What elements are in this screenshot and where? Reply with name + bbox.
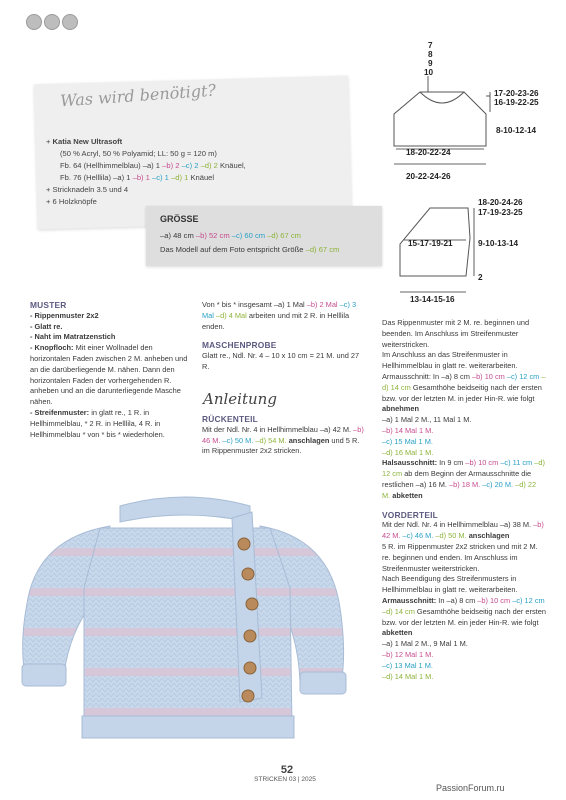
varm-d: –d) 14 Mal 1 M. — [382, 671, 434, 681]
stack-label-2: 8 — [428, 50, 433, 59]
sweater-photo — [0, 478, 370, 768]
watermark: PassionForum.ru — [436, 783, 505, 793]
muster-section — [30, 300, 192, 440]
wooden-button — [244, 630, 256, 642]
armausschnitt-back: Armausschnitt: In –a) 8 cm –b) 10 cm –c) 12 cm –d) 14 cm Gesamthöhe beidseitig nach der ersten bzw. vor der letzten M. in jeder Hin-R. wie folgt abnehmen — [382, 371, 546, 414]
yarn-name: Katia New Ultrasoft — [52, 137, 123, 146]
size-model-note: Das Modell auf dem Foto entspricht Größe –d) 67 cm — [160, 245, 340, 254]
arm-b: –b) 14 Mal 1 M. — [382, 425, 434, 435]
magazine-logo — [26, 14, 86, 34]
color-1-amounts: Fb. 64 (Hellhimmelblau) –a) 1 –b) 2 –c) 2 –d) 2 Knäuel, — [60, 161, 246, 170]
muster-item: - Naht im Matratzenstich — [30, 332, 116, 342]
muster-heading: MUSTER — [30, 300, 67, 310]
neck-curve — [420, 92, 464, 103]
column-3 — [382, 318, 546, 682]
vorderteil-heading: VORDERTEIL — [382, 509, 438, 520]
sleeve-inner-width: 15-17-19-21 — [408, 239, 453, 248]
sleeve-top-2: 17-19-23-25 — [478, 208, 523, 217]
rueckenteil-heading: RÜCKENTEIL — [202, 414, 258, 424]
yarn-ball-icon — [26, 14, 42, 30]
armausschnitt-front: Armausschnitt: In –a) 8 cm –b) 10 cm –c) 12 cm –d) 14 cm Gesamthöhe beidseitig nach der ersten bzw. vor der letzten M. ein jeder Hin-R. wie folgt abketten — [382, 595, 546, 638]
wooden-button — [242, 568, 254, 580]
stack-label-1: 7 — [428, 41, 433, 50]
body-outline — [394, 92, 486, 146]
color-2-amounts: Fb. 76 (Helllila) –a) 1 –b) 1 –c) 1 –d) 1 Knäuel — [60, 173, 215, 182]
page-number: 52 — [280, 764, 294, 776]
vorderteil-cast-on: Mit der Ndl. Nr. 4 in Hellhimmelblau –a) 38 M. –b) 42 M. –c) 46 M. –d) 50 M. anschlagen — [382, 520, 544, 541]
wooden-button — [242, 690, 254, 702]
wooden-button — [238, 538, 250, 550]
halsausschnitt: Halsausschnitt: In 9 cm –b) 10 cm –c) 11 cm –d) 12 cm ab dem Beginn der Armausschnitte die restlichen –a) 16 M. –b) 18 M. –c) 20 M. –d) 22 M. abketten — [382, 458, 545, 500]
vorderteil-rib: 5 R. im Rippenmuster 2x2 stricken und mit 2 M. re. beginnen und enden. Im Anschluss im Streifenmuster weiterstricken. — [382, 541, 538, 573]
rib-note: Das Rippenmuster mit 2 M. re. beginnen und beenden. Im Anschluss im Streifenmuster weiterstricken. — [382, 318, 530, 349]
streifenmuster: - Streifenmuster: in glatt re., 1 R. in Hellhimmelblau, * 2 R. in Helllila, 4 R. in Hellhimmelblau * von * bis * wiederholen. — [30, 407, 165, 439]
top-right-2: 16-19-22-25 — [494, 98, 539, 107]
wooden-button — [244, 662, 256, 674]
arm-a: –a) 1 Mal 2 M., 11 Mal 1 M. — [382, 415, 472, 425]
side-height: 8-10-12-14 — [496, 126, 537, 135]
yarn-composition: (50 % Acryl, 50 % Polyamid; LL: 50 g ≈ 120 m) — [60, 149, 217, 158]
stack-label-4: 10 — [424, 68, 434, 77]
muster-item: - Glatt re. — [30, 321, 63, 331]
column-2 — [202, 300, 367, 373]
materials-list: + Katia New Ultrasoft (50 % Acryl, 50 % Polyamid; LL: 50 g ≈ 120 m) Fb. 64 (Hellhimmelblau) –a) 1 –b) 2 –c) 2 –d) 2 Knäuel, Fb. 76 (Helllila) –a) 1 –b) 1 –c) 1 –d) 1 Knäuel + Stricknadeln 3.5 und 4 + 6 Holzknöpfe — [46, 136, 346, 208]
size-values: –a) 48 cm –b) 52 cm –c) 60 cm –d) 67 cm — [160, 231, 301, 240]
stack-label-3: 9 — [428, 59, 433, 68]
body-schematic — [382, 36, 558, 196]
needles: Stricknadeln 3.5 und 4 — [52, 185, 129, 194]
inner-width: 18-20-22-24 — [406, 148, 451, 157]
wooden-button — [246, 598, 258, 610]
varm-c: –c) 13 Mal 1 M. — [382, 660, 433, 670]
muster-item: - Rippenmuster 2x2 — [30, 310, 99, 320]
materials-title: Was wird benötigt? — [59, 80, 217, 111]
repeat-note: Von * bis * insgesamt –a) 1 Mal –b) 2 Mal –c) 3 Mal –d) 4 Mal arbeiten und mit 2 R. in Helllila enden. — [202, 300, 357, 331]
sleeve-schematic — [396, 196, 560, 308]
maschenprobe-heading: MASCHENPROBE — [202, 340, 277, 351]
maschenprobe-text: Glatt re., Ndl. Nr. 4 – 10 x 10 cm = 21 M. und 27 R. — [202, 351, 360, 371]
buttons: 6 Holzknöpfe — [52, 197, 97, 206]
anleitung-title: Anleitung — [203, 390, 277, 408]
arm-d: –d) 16 Mal 1 M. — [382, 447, 434, 457]
magazine-issue: STRICKEN 03 | 2025 — [254, 776, 316, 783]
yarn-ball-icon — [44, 14, 60, 30]
sleeve-rib: 2 — [478, 273, 483, 282]
stripe-note: Im Anschluss an das Streifenmuster in Hellhimmelblau in glatt re. weiterarbeiten. — [382, 350, 518, 371]
varm-a: –a) 1 Mal 2 M., 9 Mal 1 M. — [382, 639, 468, 649]
yarn-ball-icon — [62, 14, 78, 30]
sleeve-side: 9-10-13-14 — [478, 239, 519, 248]
knopfloch: - Knopfloch: Mit einer Wollnadel den horizontalen Faden zwischen 2 M. anheben und an die darüberliegende M. nähen. Dann den horizontalen Faden der vorhergehenden R. anheben und an die darunterliegende Masche nähen. — [30, 343, 188, 407]
rueckenteil-text: Mit der Ndl. Nr. 4 in Hellhimmelblau –a) 42 M. –b) 46 M. –c) 50 M. –d) 54 M. anschlagen und 5 R. im Rippenmuster 2x2 stricken. — [202, 424, 364, 456]
top-right-1: 17-20-23-26 — [494, 89, 539, 98]
sleeve-top-1: 18-20-24-26 — [478, 198, 523, 207]
bottom-width: 20-22-24-26 — [406, 172, 451, 181]
size-title: GRÖSSE — [160, 214, 199, 224]
rueckenteil-section — [202, 414, 367, 457]
vorderteil-stripes: Nach Beendigung des Streifenmusters in Hellhimmelblau in glatt re. weiterarbeiten. — [382, 574, 518, 595]
arm-c: –c) 15 Mal 1 M. — [382, 436, 433, 446]
varm-b: –b) 12 Mal 1 M. — [382, 649, 434, 659]
sleeve-bottom-width: 13-14-15-16 — [410, 295, 455, 304]
